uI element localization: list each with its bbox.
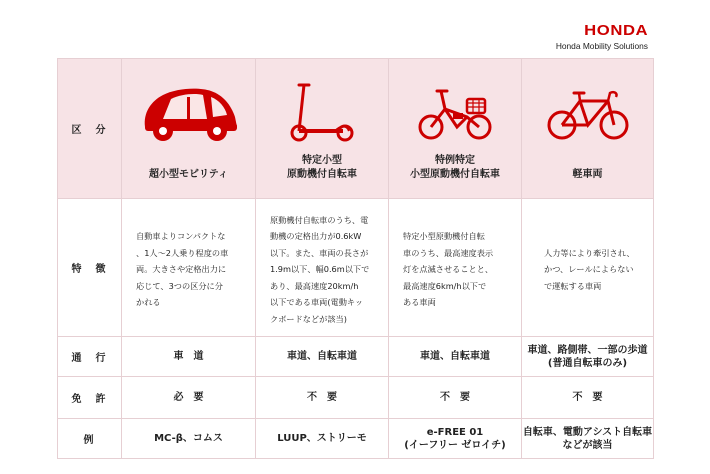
road-special-small-moped: 車道、自転車道 bbox=[420, 351, 490, 362]
title-light-vehicle: 軽車両 bbox=[572, 169, 603, 180]
license-label: 免 許 bbox=[58, 377, 122, 419]
honda-logo: HONDA bbox=[583, 23, 648, 39]
brand-tagline: Honda Mobility Solutions bbox=[555, 41, 648, 51]
example-row bbox=[58, 419, 654, 459]
column-special-small-moped bbox=[389, 59, 522, 199]
road-light-vehicle: 車道、路側帯、一部の歩道 (普通自転車のみ) bbox=[527, 344, 648, 369]
feature-row bbox=[58, 199, 654, 337]
road-specified-small-moped: 車道、自転車道 bbox=[287, 351, 357, 362]
example-label: 例 bbox=[58, 419, 122, 459]
category-row bbox=[58, 59, 654, 199]
micro-car-icon bbox=[137, 83, 241, 143]
license-micro-mobility: 必 要 bbox=[173, 392, 204, 403]
e-bike-icon bbox=[417, 83, 493, 143]
road-bicycle-icon bbox=[546, 85, 630, 143]
license-row bbox=[58, 377, 654, 419]
road-label: 通 行 bbox=[58, 337, 122, 377]
example-micro-mobility: MC-β、コムス bbox=[154, 433, 223, 444]
example-specified-small-moped: LUUP、ストリーモ bbox=[277, 433, 367, 444]
feature-micro-mobility: 自動車よりコンパクトな 、1人〜2人乗り程度の車 両。大きさや定格出力に 応じて、3つの区分に分 かれる bbox=[136, 231, 229, 308]
example-special-small-moped: e-FREE 01 (イーフリー ゼロイチ) bbox=[404, 426, 506, 451]
title-micro-mobility: 超小型モビリティ bbox=[149, 169, 228, 180]
road-row bbox=[58, 337, 654, 377]
feature-specified-small-moped: 原動機付自転車のうち、電 動機の定格出力が0.6kW 以下。また、車両の長さが 1.9m以下、幅0.6m以下で あり、最高速度20km/h 以下である車両(電動キッ クボードなどが該当) bbox=[270, 214, 370, 324]
feature-label: 特 徴 bbox=[58, 199, 122, 337]
column-light-vehicle bbox=[522, 59, 654, 199]
column-micro-mobility bbox=[122, 59, 256, 199]
column-specified-small-moped bbox=[256, 59, 389, 199]
example-light-vehicle: 自転車、電動アシスト自転車 などが該当 bbox=[522, 426, 653, 451]
feature-special-small-moped: 特定小型原動機付自転 車のうち、最高速度表示 灯を点滅させることと、 最高速度6km/h以下で ある車両 bbox=[403, 231, 494, 308]
feature-light-vehicle: 人力等により牽引され、 かつ、レールによらない で運転する車両 bbox=[544, 247, 635, 291]
title-special-small-moped: 特例特定 小型原動機付自転車 bbox=[410, 155, 500, 180]
license-special-small-moped: 不 要 bbox=[440, 392, 470, 403]
road-micro-mobility: 車 道 bbox=[173, 351, 204, 362]
license-light-vehicle: 不 要 bbox=[572, 392, 603, 403]
brand bbox=[556, 24, 648, 51]
kick-scooter-icon bbox=[289, 81, 355, 143]
title-specified-small-moped: 特定小型 原動機付自転車 bbox=[287, 155, 357, 180]
category-label: 区 分 bbox=[58, 59, 122, 199]
mobility-comparison-table bbox=[57, 58, 654, 459]
license-specified-small-moped: 不 要 bbox=[307, 392, 337, 403]
